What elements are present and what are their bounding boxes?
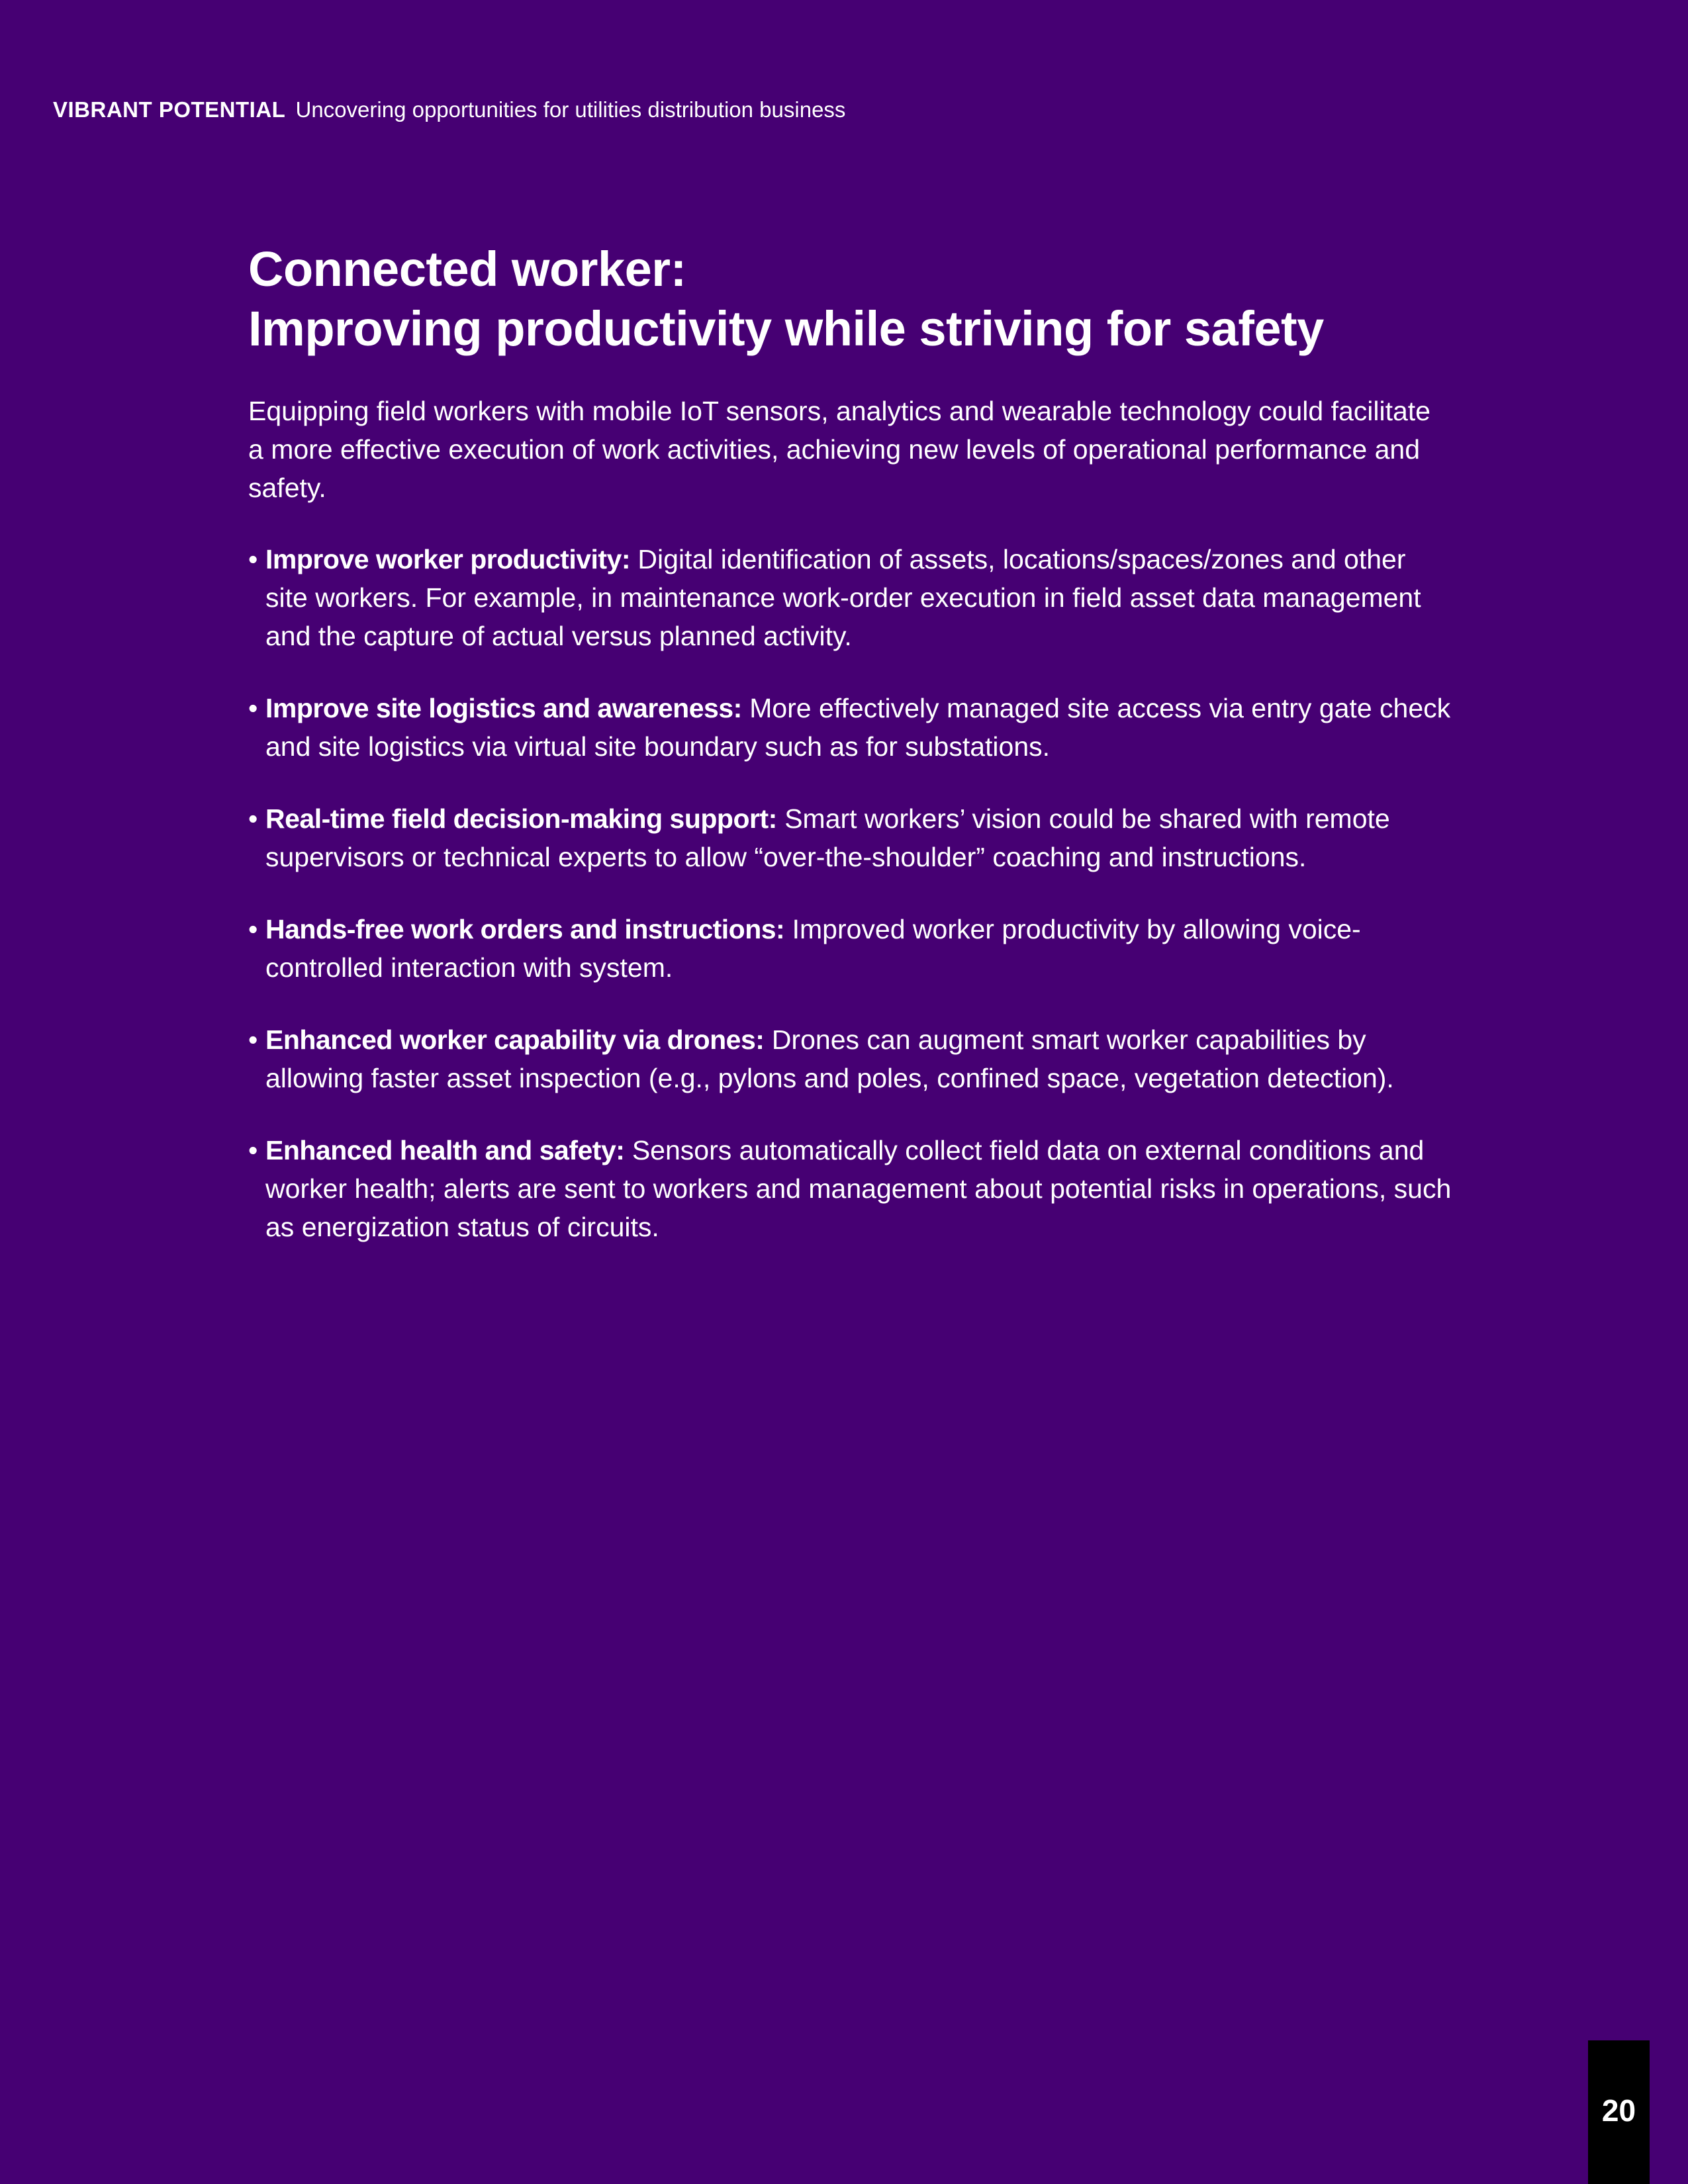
bullet-item (248, 540, 1453, 655)
bullet-list (248, 540, 1453, 1246)
bullet-text: Improved worker productivity by allowing voice-controlled interaction with system. (265, 914, 1361, 983)
bullet-item (248, 689, 1453, 766)
header-brand: VIBRANT POTENTIAL (53, 97, 286, 122)
bullet-lead: Enhanced health and safety: (265, 1135, 625, 1165)
bullet-dot-icon: • (248, 914, 258, 944)
running-header (53, 97, 845, 123)
bullet-lead: Hands-free work orders and instructions: (265, 914, 785, 944)
bullet-item (248, 1131, 1453, 1246)
bullet-lead: Enhanced worker capability via drones: (265, 1024, 765, 1055)
bullet-text: Smart workers’ vision could be shared with remote supervisors or technical experts to allow “over-the-shoulder” coaching and instructions. (265, 803, 1390, 872)
bullet-text: Sensors automatically collect field data on external conditions and worker health; alerts are sent to workers and management about potential risks in operations, such as energization status of circuits. (265, 1135, 1452, 1242)
main-content (248, 240, 1453, 1280)
bullet-item (248, 910, 1453, 987)
bullet-text: Digital identification of assets, locations/spaces/zones and other site workers. For example, in maintenance work-order execution in field asset data management and the capture of actual versus planned activity. (265, 544, 1421, 651)
page-title (248, 240, 1453, 359)
bullet-dot-icon: • (248, 1135, 258, 1165)
page-title-line-2: Improving productivity while striving for safety (248, 301, 1324, 356)
page-title-line-1: Connected worker: (248, 242, 686, 296)
bullet-dot-icon: • (248, 544, 258, 574)
bullet-dot-icon: • (248, 1024, 258, 1055)
bullet-lead: Improve worker productivity: (265, 544, 631, 574)
bullet-dot-icon: • (248, 803, 258, 834)
bullet-lead: Real-time field decision-making support: (265, 803, 777, 834)
bullet-lead: Improve site logistics and awareness: (265, 693, 742, 723)
bullet-text: More effectively managed site access via entry gate check and site logistics via virtual site boundary such as for substations. (265, 693, 1451, 762)
page-number: 20 (1601, 2093, 1636, 2128)
intro-paragraph: Equipping field workers with mobile IoT sensors, analytics and wearable technology could facilitate a more effective execution of work activities, achieving new levels of operational performance and safety. (248, 396, 1430, 503)
header-subtitle: Uncovering opportunities for utilities distribution business (295, 97, 846, 122)
bullet-text: Drones can augment smart worker capabilities by allowing faster asset inspection (e.g., pylons and poles, confined space, vegetation detection). (265, 1024, 1394, 1093)
bullet-dot-icon: • (248, 693, 258, 723)
bullet-item (248, 799, 1453, 876)
bullet-item (248, 1021, 1453, 1097)
page-number-tab (1588, 2040, 1650, 2184)
